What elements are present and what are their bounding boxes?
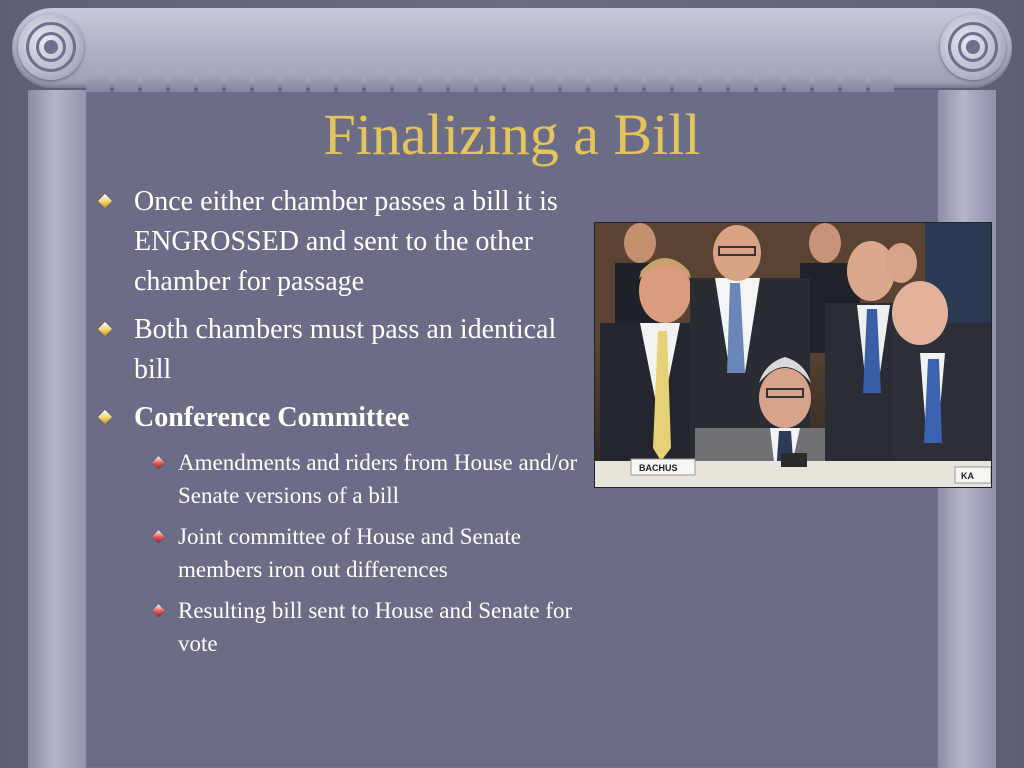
right-scroll-ornament-icon [940, 14, 1006, 80]
bullet-item [96, 398, 596, 438]
gold-diamond-bullet-icon [98, 322, 112, 336]
bullet-text: Conference Committee [134, 402, 410, 433]
bullet-item [96, 310, 596, 390]
bullet-list [96, 182, 596, 668]
sub-bullet-item [96, 446, 596, 512]
nameplate-ka: KA [961, 471, 974, 481]
sub-bullet-text: Amendments and riders from House and/or Senate versions of a bill [178, 450, 578, 508]
left-scroll-ornament-icon [18, 14, 84, 80]
gold-diamond-bullet-icon [98, 410, 112, 424]
red-diamond-bullet-icon [152, 604, 165, 617]
dentil-molding [86, 70, 938, 92]
slide-title: Finalizing a Bill [323, 102, 701, 167]
bullet-item [96, 182, 596, 302]
red-diamond-bullet-icon [152, 530, 165, 543]
gold-diamond-bullet-icon [98, 194, 112, 208]
nameplate-bachus: BACHUS [639, 463, 678, 473]
sub-bullet-item [96, 594, 596, 660]
committee-photo [594, 222, 992, 488]
bullet-text: Once either chamber passes a bill it is ENGROSSED and sent to the other chamber for passage [134, 186, 558, 297]
left-column-pillar [28, 90, 88, 768]
bullet-text: Both chambers must pass an identical bill [134, 314, 557, 385]
red-diamond-bullet-icon [152, 456, 165, 469]
sub-bullet-text: Joint committee of House and Senate members iron out differences [178, 524, 522, 582]
sub-bullet-item [96, 520, 596, 586]
sub-bullet-text: Resulting bill sent to House and Senate for vote [178, 598, 573, 656]
